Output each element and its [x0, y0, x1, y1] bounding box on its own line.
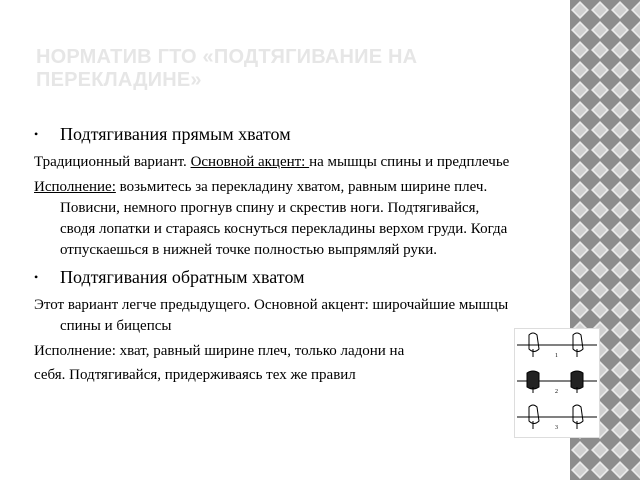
text-rest: возьмитесь за перекладину хватом, равным ширине плеч. Повисни, немного прогнув спину и скрестив ноги. Подтягивайся, сводя лопатки и стараясь коснуться перекладины верхом груди. Когда отпускаешься в нижней точке полностью выпрямляй руки.	[60, 179, 508, 258]
slide-body	[34, 118, 514, 389]
diagram-label-2: 2	[555, 389, 558, 395]
grip-illustration	[514, 328, 600, 438]
hand-icon	[573, 405, 583, 424]
slide-title: НОРМАТИВ ГТО «ПОДТЯГИВАНИЕ НА ПЕРЕКЛАДИНЕ»	[36, 46, 418, 91]
hand-icon	[529, 333, 539, 352]
text: Исполнение: хват, равный ширине плеч, только ладони на	[34, 343, 405, 359]
paragraph-execution	[34, 177, 514, 261]
paragraph-execution-3	[34, 365, 514, 386]
hand-icon	[573, 333, 583, 352]
text: Этот вариант легче предыдущего. Основной акцент: широчайшие мышцы спины и бицепсы	[34, 297, 509, 334]
hand-icon	[527, 371, 539, 389]
bullet-underhand-grip	[34, 265, 514, 289]
bullet-text: Подтягивания прямым хватом	[60, 124, 291, 144]
bullet-dot-icon: •	[34, 270, 39, 284]
bullet-dot-icon: •	[34, 127, 39, 141]
text-rest: на мышцы спины и предплечье	[309, 154, 510, 170]
text-underlined-accent: Основной акцент:	[190, 154, 310, 170]
hand-icon	[571, 371, 583, 389]
bullet-text: Подтягивания обратным хватом	[60, 267, 305, 287]
paragraph-easier-variant	[34, 295, 514, 337]
text: себя. Подтягивайся, придерживаясь тех же правил	[34, 367, 356, 383]
hand-icon	[529, 405, 539, 424]
bullet-overhand-grip	[34, 122, 514, 146]
diagram-label-1: 1	[555, 353, 558, 359]
text-underlined-execution: Исполнение:	[34, 179, 116, 195]
diagram-label-3: 3	[555, 425, 558, 431]
text-prefix: Традиционный вариант.	[34, 154, 191, 170]
paragraph-traditional	[34, 152, 514, 173]
paragraph-execution-2	[34, 341, 514, 362]
